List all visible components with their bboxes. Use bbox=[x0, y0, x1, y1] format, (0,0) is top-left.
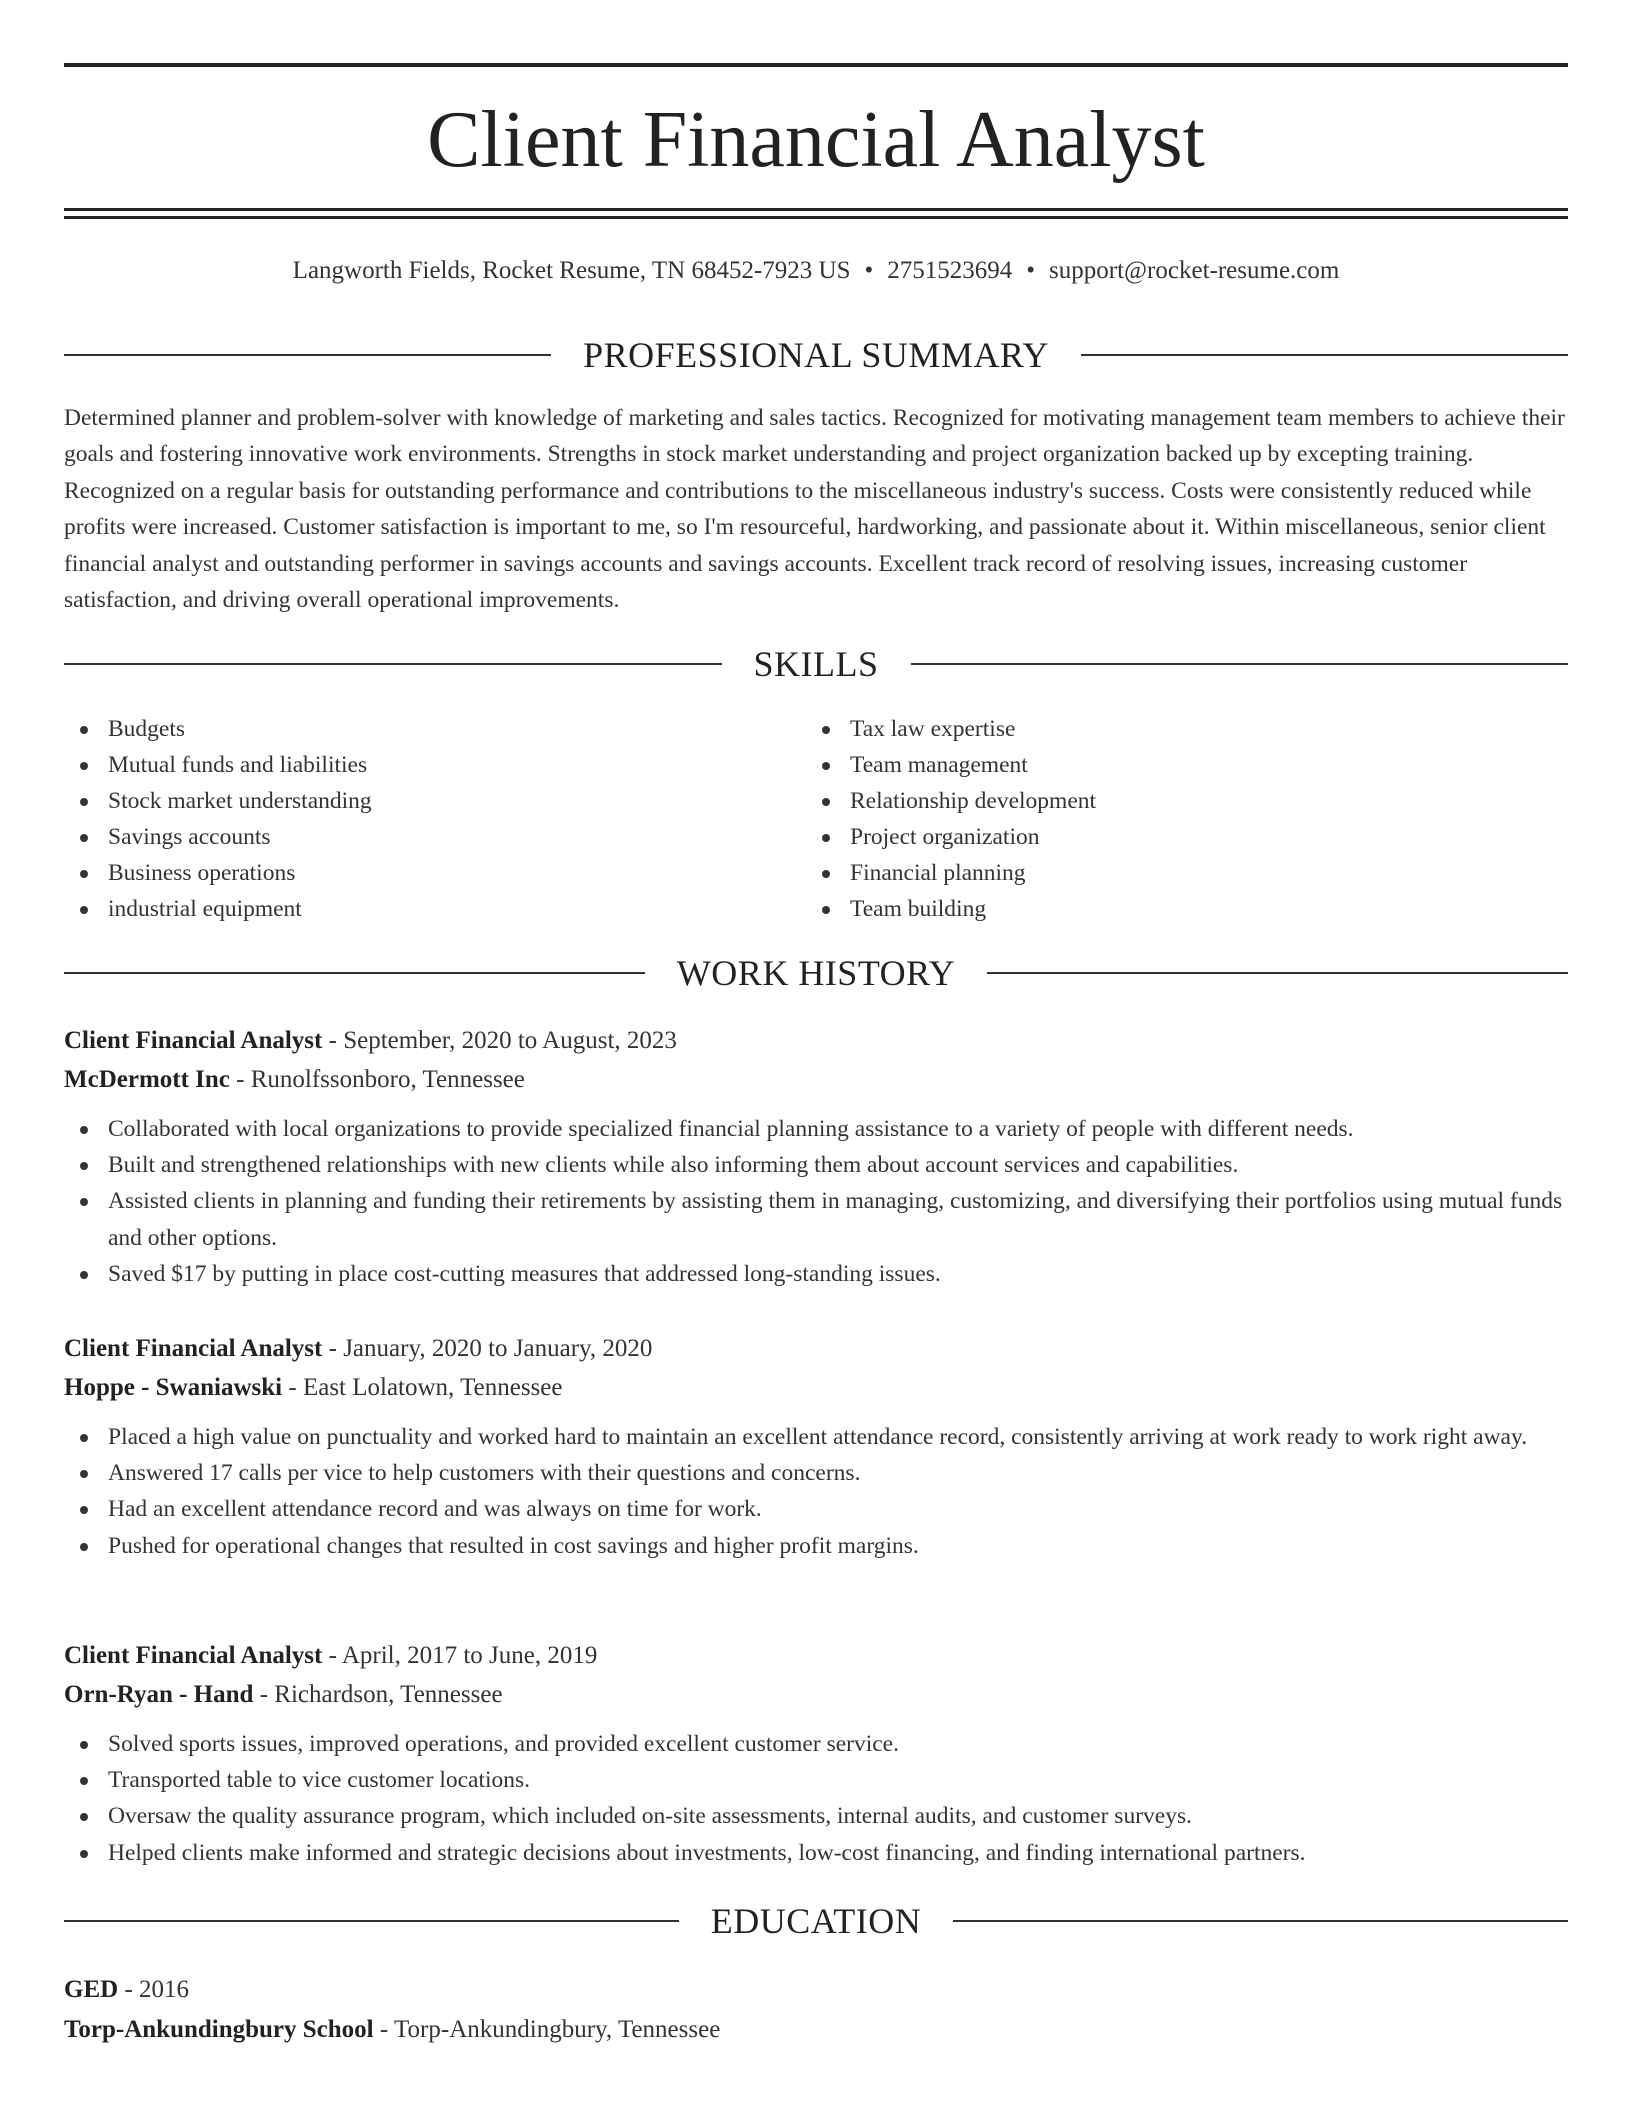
skill-item: Project organization bbox=[806, 819, 1096, 855]
degree-year: - 2016 bbox=[118, 1976, 190, 2003]
job-bullet: Helped clients make informed and strategic decisions about investments, low-cost financing, and finding international partners. bbox=[64, 1835, 1568, 1871]
heading-rule bbox=[64, 354, 551, 356]
school-line bbox=[64, 2010, 1568, 2050]
job-location: - Richardson, Tennessee bbox=[253, 1681, 503, 1708]
skills-column-left bbox=[64, 711, 372, 927]
section-heading-skills bbox=[64, 642, 1568, 686]
section-heading-work bbox=[64, 951, 1568, 995]
skill-item: Budgets bbox=[64, 711, 372, 747]
section-title: SKILLS bbox=[753, 644, 879, 684]
job-title-line bbox=[64, 1636, 1568, 1675]
skill-item: Savings accounts bbox=[64, 819, 372, 855]
contact-email: support@rocket-resume.com bbox=[1049, 257, 1340, 284]
job-location: - East Lolatown, Tennessee bbox=[282, 1374, 563, 1401]
skill-item: Business operations bbox=[64, 855, 372, 891]
heading-rule bbox=[1081, 354, 1568, 356]
heading-rule bbox=[64, 663, 722, 665]
skill-item: Team management bbox=[806, 747, 1096, 783]
job-company: McDermott Inc bbox=[64, 1066, 230, 1093]
job-location: - Runolfssonboro, Tennessee bbox=[229, 1066, 525, 1093]
school-name: Torp-Ankundingbury School bbox=[64, 2015, 374, 2043]
skill-item: Financial planning bbox=[806, 855, 1096, 891]
job-bullet: Assisted clients in planning and funding their retirements by assisting them in managing, customizing, and diversifying their portfolios using mutual funds and other options. bbox=[64, 1183, 1568, 1255]
header-rule bbox=[64, 208, 1568, 211]
skill-item: Stock market understanding bbox=[64, 783, 372, 819]
education-entry bbox=[64, 1970, 1568, 2049]
header-rule bbox=[64, 216, 1568, 219]
job-company: Orn-Ryan - Hand bbox=[64, 1681, 254, 1708]
skill-item: Tax law expertise bbox=[806, 711, 1096, 747]
job-bullet: Oversaw the quality assurance program, which included on-site assessments, internal audits, and customer surveys. bbox=[64, 1798, 1568, 1834]
job-bullet: Collaborated with local organizations to provide specialized financial planning assistance to a variety of people with different needs. bbox=[64, 1111, 1568, 1147]
resume-name: Client Financial Analyst bbox=[427, 96, 1205, 184]
job-bullet: Pushed for operational changes that resulted in cost savings and higher profit margins. bbox=[64, 1528, 1568, 1564]
job-bullets bbox=[64, 1419, 1568, 1564]
job-title-line bbox=[64, 1329, 1568, 1368]
job-title: Client Financial Analyst bbox=[64, 1027, 323, 1054]
top-rule bbox=[64, 63, 1568, 67]
heading-rule bbox=[64, 1920, 679, 1922]
contact-phone: 2751523694 bbox=[887, 257, 1013, 284]
job-bullets bbox=[64, 1726, 1568, 1871]
job-bullet: Saved $17 by putting in place cost-cutting measures that addressed long-standing issues. bbox=[64, 1256, 1568, 1292]
contact-line bbox=[64, 254, 1568, 288]
contact-address: Langworth Fields, Rocket Resume, TN 68452-7923 US bbox=[292, 257, 851, 284]
job-dates: - January, 2020 to January, 2020 bbox=[322, 1335, 653, 1362]
job-dates: - April, 2017 to June, 2019 bbox=[322, 1642, 598, 1669]
contact-separator: • bbox=[864, 257, 874, 284]
section-heading-summary bbox=[64, 333, 1568, 377]
section-title: PROFESSIONAL SUMMARY bbox=[583, 335, 1049, 375]
job-bullet: Built and strengthened relationships with new clients while also informing them about account services and capabilities. bbox=[64, 1147, 1568, 1183]
job-title-line bbox=[64, 1021, 1568, 1060]
job-bullet: Solved sports issues, improved operations, and provided excellent customer service. bbox=[64, 1726, 1568, 1762]
job-company-line bbox=[64, 1060, 1568, 1099]
job-bullets bbox=[64, 1111, 1568, 1292]
job-title: Client Financial Analyst bbox=[64, 1335, 323, 1362]
job-title: Client Financial Analyst bbox=[64, 1642, 323, 1669]
section-title: WORK HISTORY bbox=[676, 953, 956, 993]
skill-item: Team building bbox=[806, 891, 1096, 927]
job-bullet: Answered 17 calls per vice to help customers with their questions and concerns. bbox=[64, 1455, 1568, 1491]
job-bullet: Placed a high value on punctuality and worked hard to maintain an excellent attendance record, consistently arriving at work ready to work right away. bbox=[64, 1419, 1568, 1455]
contact-separator: • bbox=[1026, 257, 1036, 284]
job-entry bbox=[64, 1636, 1568, 1871]
job-company-line bbox=[64, 1368, 1568, 1407]
degree: GED bbox=[64, 1976, 119, 2003]
school-location: - Torp-Ankundingbury, Tennessee bbox=[373, 2015, 721, 2043]
job-entry bbox=[64, 1021, 1568, 1292]
heading-rule bbox=[64, 972, 645, 974]
heading-rule bbox=[911, 663, 1569, 665]
skill-item: Relationship development bbox=[806, 783, 1096, 819]
degree-line bbox=[64, 1970, 1568, 2010]
job-bullet: Transported table to vice customer locations. bbox=[64, 1762, 1568, 1798]
heading-rule bbox=[987, 972, 1568, 974]
job-bullet: Had an excellent attendance record and was always on time for work. bbox=[64, 1491, 1568, 1527]
job-dates: - September, 2020 to August, 2023 bbox=[322, 1027, 677, 1054]
heading-rule bbox=[953, 1920, 1568, 1922]
section-title: EDUCATION bbox=[710, 1901, 922, 1941]
job-company-line bbox=[64, 1675, 1568, 1714]
summary-text: Determined planner and problem-solver with knowledge of marketing and sales tactics. Recognized for motivating management team members to achieve their goals and fostering innovative work environments. Strengths in stock market understanding and project organization backed up by excepting training. Recognized on a regular basis for outstanding performance and contributions to the miscellaneous industry's success. Costs were consistently reduced while profits were increased. Customer satisfaction is important to me, so I'm resourceful, hardworking, and passionate about it. Within miscellaneous, senior client financial analyst and outstanding performer in savings accounts and savings accounts. Excellent track record of resolving issues, increasing customer satisfaction, and driving overall operational improvements. bbox=[64, 405, 1565, 614]
skill-item: industrial equipment bbox=[64, 891, 372, 927]
skill-item: Mutual funds and liabilities bbox=[64, 747, 372, 783]
job-entry bbox=[64, 1329, 1568, 1564]
skills-column-right bbox=[806, 711, 1096, 927]
section-heading-education bbox=[64, 1899, 1568, 1943]
job-company: Hoppe - Swaniawski bbox=[64, 1374, 283, 1401]
